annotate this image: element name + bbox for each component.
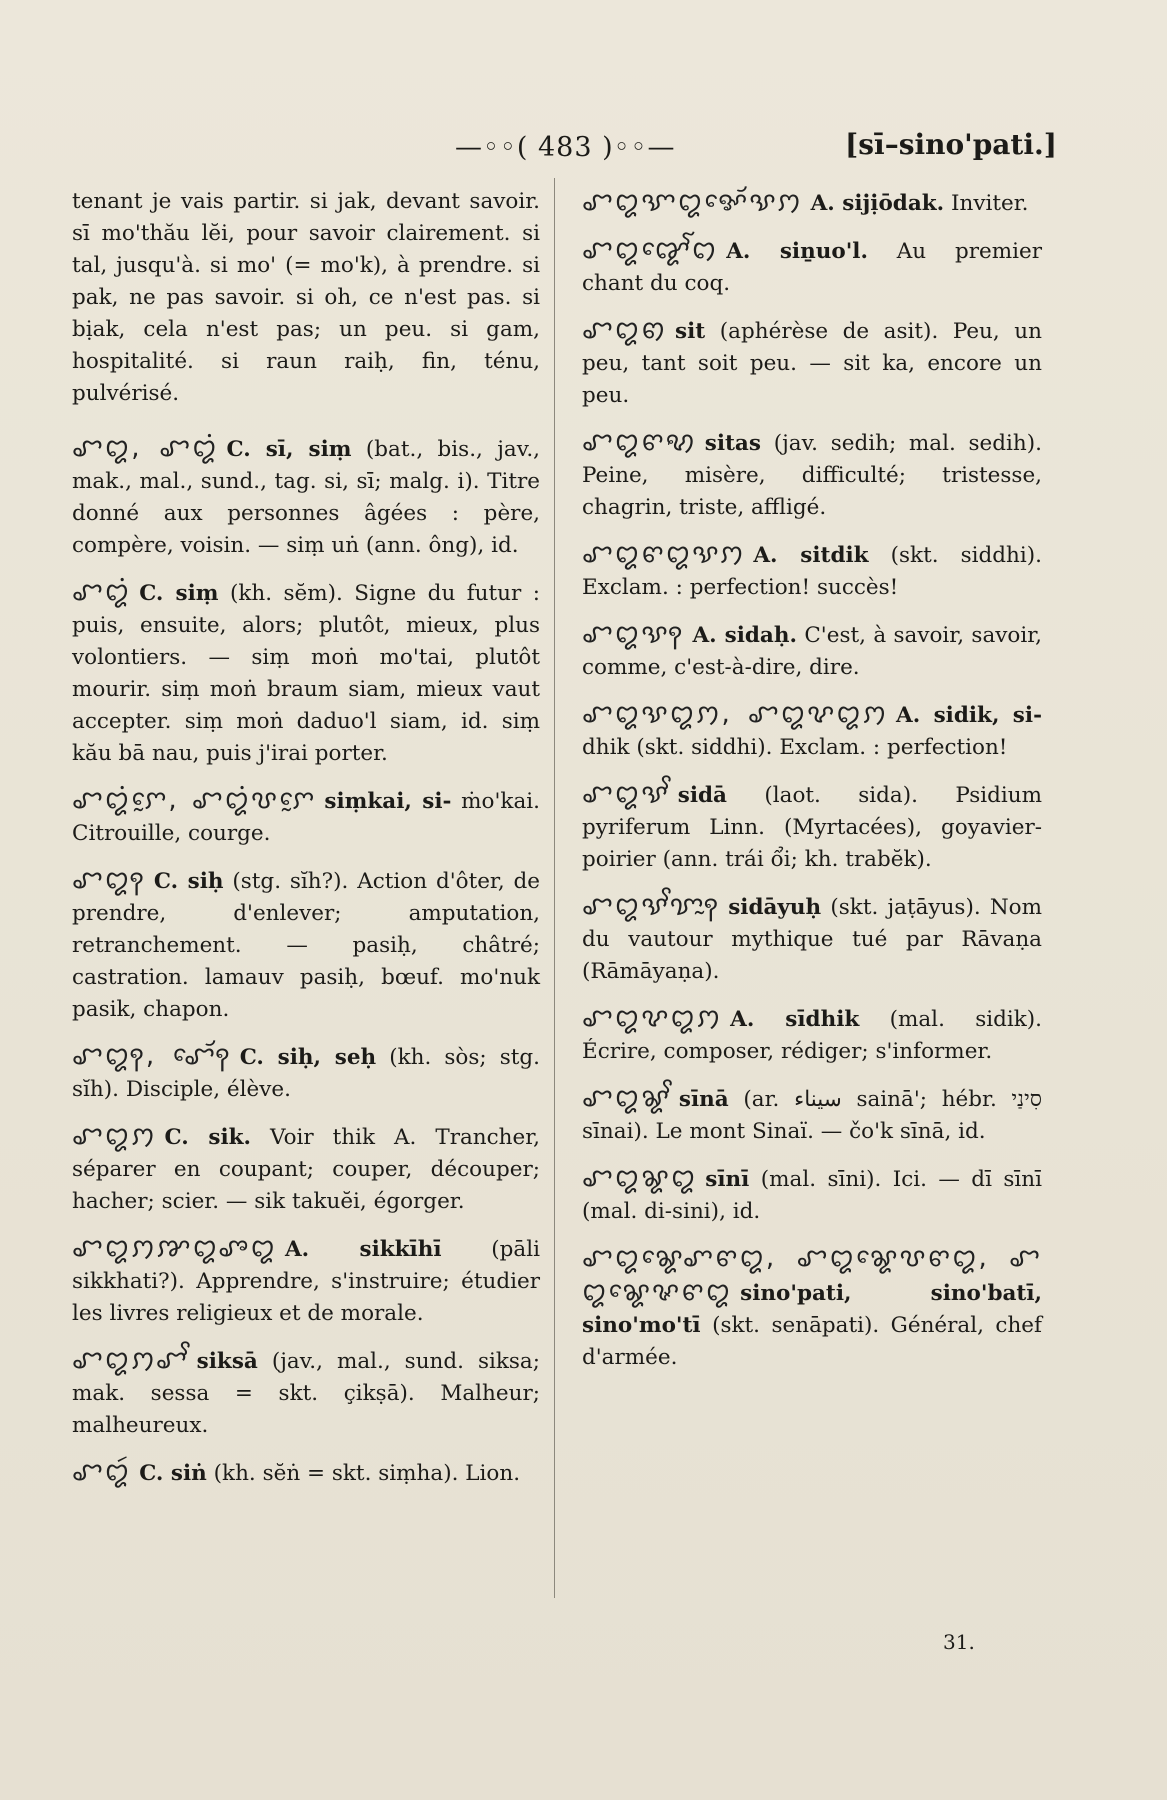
dictionary-entry [72, 1456, 540, 1490]
entry-definition: (mal. sidik). Écrire, composer, rédiger; s'informer. [582, 1007, 1042, 1064]
entry-definition: tenant je vais partir. si jak, devant savoir. sī mo'thău lĕi, pour savoir clairement. si tal, jusqu'à. si mo' (= mo'k), à prendre. si pak, ne pas savoir. si oh, ce n'est pas. si bịak, cela n'est pas; un peu. si gam, hospitalité. si raun raiḥ, fin, ténu, pulvérisé. [72, 189, 540, 406]
cham-script-headword: ꨧꨁꩌ [72, 577, 132, 607]
dictionary-entry [582, 698, 1042, 764]
dictionary-entry [72, 864, 540, 1026]
cham-script-headword: ꨧꨁꩀꨇꨁꨨꨁ [72, 1233, 277, 1263]
cham-script-headword: ꨧꨁꨕꨩ [582, 779, 670, 809]
dictionary-entry [72, 1232, 540, 1330]
entry-definition: ṁo'kai. Citrouille, courge. [72, 789, 540, 846]
dictionary-entry [582, 426, 1042, 524]
right-column [582, 186, 1042, 1388]
entry-headword: C. siṅ [139, 1461, 207, 1486]
cham-script-headword: ꨧꨁꩅ [582, 315, 668, 345]
entry-definition: (kh. sòs; stg. sĭh). Disciple, élève. [72, 1045, 540, 1102]
entry-headword: C. siḥ [153, 869, 224, 894]
cham-script-headword: ꨧꨁꨓꨁꨕꩀ [582, 539, 746, 569]
dictionary-entry [582, 1242, 1042, 1374]
dictionary-entry [582, 186, 1042, 220]
cham-script-headword: ꨧꨁ, ꨧꨁꩌ [72, 433, 219, 463]
entry-definition: (kh. sĕṅ = skt. siṃha). Lion. [213, 1461, 521, 1486]
left-column [72, 186, 540, 1504]
dictionary-entry [582, 1082, 1042, 1148]
entry-definition: Inviter. [950, 191, 1029, 216]
cham-script-headword: ꨧꨁꩍ [72, 865, 146, 895]
entry-definition: dhik (skt. siddhi). Exclam. : perfection! [582, 735, 1008, 760]
running-head: [sī–sino'pati.] [845, 128, 1057, 161]
cham-script-headword: ꨧꨁꨓꩋ [582, 427, 697, 457]
dictionary-entry [72, 1120, 540, 1218]
dictionary-entry [582, 1002, 1042, 1068]
page-number: —◦◦( 483 )◦◦— [455, 132, 676, 163]
entry-headword: siksā [196, 1349, 258, 1374]
entry-headword: A. siṉuo'l. [726, 239, 868, 264]
dictionary-entry [72, 576, 540, 770]
dictionary-entry [72, 1040, 540, 1106]
entry-definition: (kh. sĕm). Signe du futur : puis, ensuite, alors; plutôt, mieux, plus volontiers. — siṃ moṅ mo'tai, plutôt mourir. siṃ moṅ braum siam, mieux vaut accepter. siṃ moṅ daduo'l siam, id. siṃ kău bā nau, puis j'irai porter. [72, 581, 540, 766]
cham-script-headword: ꨧꨁꨘꨯꨚꨓꨁ, ꨧꨁꨘꨯꨝꨓꨁ, ꨧꨁꨘꨯꨟꨓꨁ [582, 1243, 1042, 1307]
dictionary-entry [582, 1162, 1042, 1228]
entry-headword: sidāyuḥ [728, 895, 822, 920]
entry-definition: (ar. سيناء sainā'; hébr. סִינַי sīnai). Le mont Sinaï. — čo'k sīnā, id. [582, 1087, 1042, 1144]
entry-headword: siṃkai, si- [324, 789, 452, 814]
entry-definition: (jav., mal., sund. siksa; mak. sessa = skt. çikṣā). Malheur; malheureux. [72, 1349, 540, 1438]
entry-headword: C. sik. [164, 1125, 252, 1150]
cham-script-headword: ꨧꨁꨕꨁꩀ, ꨧꨁꨖꨁꩀ [582, 699, 889, 729]
entry-headword: A. sikkīhī [284, 1237, 442, 1262]
page-header [0, 128, 1167, 168]
entry-definition: (laot. sida). Psidium pyriferum Linn. (Myrtacées), goyavier-poirier (ann. trái ổi; kh. trabĕk). [582, 783, 1042, 872]
dictionary-entry [582, 618, 1042, 684]
cham-script-headword: ꨧꨁꨘꨁ [582, 1163, 698, 1193]
entry-headword: sit [675, 319, 706, 344]
dictionary-entry [582, 778, 1042, 876]
cham-script-headword: ꨧꨁꩌꨆꨰ, ꨧꨁꩌꨝꨆꨰ [72, 785, 317, 815]
entry-headword: A. sitdik [753, 543, 869, 568]
cham-script-headword: ꨧꨁꨘꨩ [582, 1083, 671, 1113]
dictionary-entry [72, 432, 540, 562]
entry-definition: (jav. sedih; mal. sedih). Peine, misère, difficulté; tristesse, chagrin, triste, affligé. [582, 431, 1042, 520]
cham-script-headword: ꨧꨁꨑꨯꨱꩊ [582, 235, 719, 265]
entry-headword: A. sīdhik [730, 1007, 860, 1032]
cham-script-headword: ꨧꨁꨕꨩꨢꨭꩍ [582, 891, 721, 921]
entry-headword: C. sī, siṃ [226, 437, 352, 462]
entry-definition: (aphérèse de asit). Peu, un peu, tant soit peu. — sit ka, encore un peu. [582, 319, 1042, 408]
cham-script-headword: ꨧꨁꩍ, ꨧꨯꨮꩍ [72, 1041, 232, 1071]
entry-definition: (pāli sikkhati?). Apprendre, s'instruire; étudier les livres religieux et de morale. [72, 1237, 540, 1326]
column-divider [554, 178, 555, 1598]
cham-script-headword: ꨧꨁꩀ [72, 1121, 157, 1151]
entry-headword: A. sijịōdak. [810, 191, 945, 216]
entry-definition: C'est, à savoir, savoir, comme, c'est-à-dire, dire. [582, 623, 1042, 680]
entry-headword: sīnī [705, 1167, 750, 1192]
entry-headword: A. sidik, si- [896, 703, 1042, 728]
dictionary-entry [582, 538, 1042, 604]
dictionary-entry [582, 234, 1042, 300]
entry-definition: (skt. siddhi). Exclam. : perfection! succès! [582, 543, 1042, 600]
entry-headword: sīnā [678, 1087, 729, 1112]
entry-definition: (skt. senāpati). Général, chef d'armée. [582, 1313, 1042, 1370]
dictionary-entry [72, 784, 540, 850]
dictionary-entry [72, 1344, 540, 1442]
cham-script-headword: ꨧꨁꩀꨧꨩ [72, 1345, 189, 1375]
entry-definition: Au premier chant du coq. [582, 239, 1042, 296]
entry-headword: sitas [704, 431, 761, 456]
entry-definition: (stg. sĭh?). Action d'ôter, de prendre, d'enlever; amputation, retranchement. — pasiḥ, châtré; castration. lamauv pasiḥ, bœuf. mo'nuk pasik, chapon. [72, 869, 541, 1022]
entry-headword: sidā [677, 783, 727, 808]
cham-script-headword: ꨧꨁꩃ [72, 1457, 132, 1487]
entry-definition: Voir thik A. Trancher, séparer en coupant; couper, découper; hacher; scier. — sik takuĕi, égorger. [72, 1125, 540, 1214]
entry-headword: C. siḥ, seḥ [239, 1045, 377, 1070]
entry-definition: (mal. sīni). Ici. — dī sīnī (mal. di-sini), id. [582, 1167, 1042, 1224]
entry-headword: C. siṃ [139, 581, 219, 606]
dictionary-entry [582, 314, 1042, 412]
signature-mark: 31. [943, 1630, 975, 1654]
dictionary-entry [72, 186, 540, 410]
cham-script-headword: ꨧꨁꨕꩍ [582, 619, 685, 649]
dictionary-entry [582, 890, 1042, 988]
entry-definition: (bat., bis., jav., mak., mal., sund., tag. si, sī; malg. i). Titre donné aux personnes âgées : père, compère, voisin. — siṃ uṅ (ann. ông), id. [72, 437, 540, 558]
entry-headword: A. sidaḥ. [692, 623, 797, 648]
cham-script-headword: ꨧꨁꨎꨁꨀꨯꨮꨕꩀ [582, 187, 803, 217]
entry-definition: (skt. jaṭāyus). Nom du vautour mythique tué par Rāvaṇa (Rāmāyaṇa). [582, 895, 1042, 984]
entry-headword: sino'pati, sino'batī, sino'mo'tī [582, 1281, 1042, 1338]
cham-script-headword: ꨧꨁꨖꨁꩀ [582, 1003, 723, 1033]
